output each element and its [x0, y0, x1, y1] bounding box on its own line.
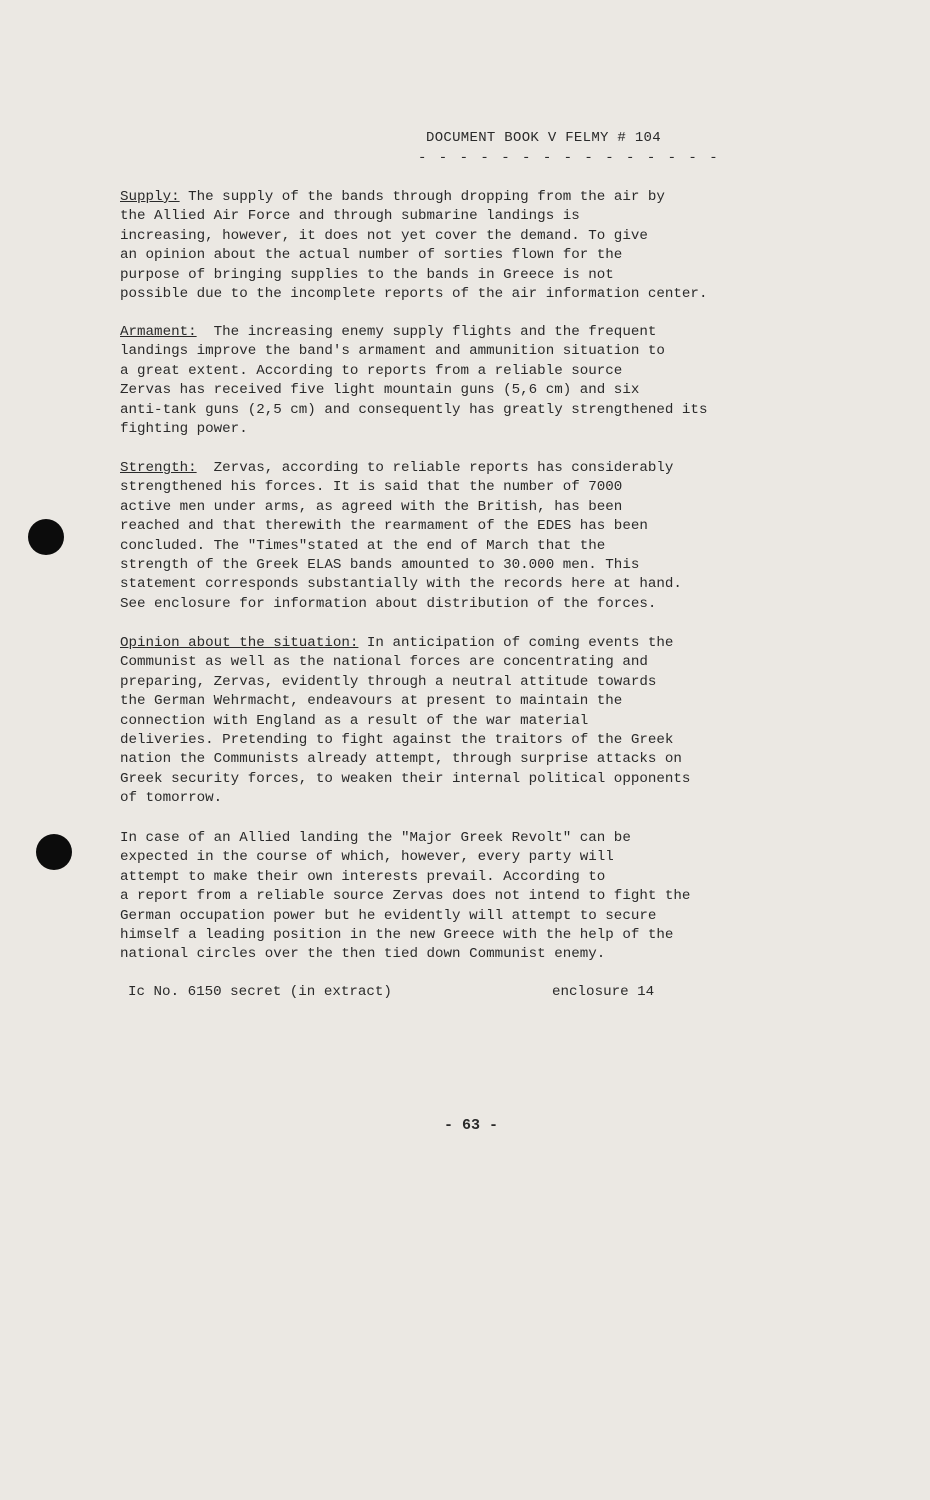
opinion-line-4: the German Wehrmacht, endeavours at present to maintain the [120, 693, 623, 710]
landing-paragraph [120, 829, 800, 965]
opinion-line-3: preparing, Zervas, evidently through a neutral attitude towards [120, 673, 657, 690]
punch-hole-lower [36, 834, 72, 870]
armament-line-1: Armament: The increasing enemy supply flights and the frequent [120, 324, 657, 340]
strength-paragraph [120, 459, 800, 614]
landing-line-2: expected in the course of which, however, every party will [120, 849, 614, 866]
armament-line-4: Zervas has received five light mountain guns (5,6 cm) and six [120, 382, 640, 399]
enclosure-label: enclosure 14 [552, 984, 655, 1000]
strength-line-8: See enclosure for information about distribution of the forces. [120, 595, 657, 612]
supply-line-4: an opinion about the actual number of sorties flown for the [120, 247, 623, 264]
opinion-line-6: deliveries. Pretending to fight against the traitors of the Greek [120, 732, 674, 749]
armament-line-2: landings improve the band's armament and ammunition situation to [120, 343, 665, 360]
strength-line-4: reached and that therewith the rearmament of the EDES has been [120, 518, 648, 535]
punch-hole-upper [28, 519, 64, 555]
armament-heading: Armament: [120, 324, 197, 340]
landing-line-5: German occupation power but he evidently will attempt to secure [120, 907, 657, 924]
header-rule: - - - - - - - - - - - - - - - [418, 150, 720, 166]
strength-line-3: active men under arms, as agreed with the British, has been [120, 498, 623, 515]
supply-line-2: the Allied Air Force and through submarine landings is [120, 208, 580, 225]
supply-line-6: possible due to the incomplete reports of the air information center. [120, 286, 708, 303]
supply-line-5: purpose of bringing supplies to the bands in Greece is not [120, 266, 614, 283]
opinion-paragraph [120, 634, 800, 809]
reference-number: Ic No. 6150 secret (in extract) [128, 984, 392, 1000]
strength-heading: Strength: [120, 460, 197, 476]
supply-line-3: increasing, however, it does not yet cover the demand. To give [120, 227, 648, 244]
strength-line-7: statement corresponds substantially with the records here at hand. [120, 576, 682, 593]
document-header: DOCUMENT BOOK V FELMY # 104 [426, 130, 661, 146]
landing-line-3: attempt to make their own interests prevail. According to [120, 868, 606, 885]
armament-line-6: fighting power. [120, 421, 248, 438]
page-number: - 63 - [444, 1117, 499, 1134]
strength-line-1: Strength: Zervas, according to reliable reports has considerably [120, 460, 674, 476]
supply-heading: Supply: [120, 189, 180, 205]
armament-line-5: anti-tank guns (2,5 cm) and consequently has greatly strengthened its [120, 401, 708, 418]
landing-line-7: national circles over the then tied down Communist enemy. [120, 946, 606, 963]
opinion-line-5: connection with England as a result of the war material [120, 712, 589, 729]
opinion-line-7: nation the Communists already attempt, through surprise attacks on [120, 751, 682, 768]
supply-line-1: Supply: The supply of the bands through dropping from the air by [120, 189, 665, 205]
strength-line-2: strengthened his forces. It is said that the number of 7000 [120, 479, 623, 496]
opinion-line-9: of tomorrow. [120, 790, 223, 807]
opinion-line-8: Greek security forces, to weaken their internal political opponents [120, 770, 691, 787]
armament-paragraph [120, 323, 800, 439]
opinion-heading: Opinion about the situation: [120, 635, 359, 651]
strength-line-6: strength of the Greek ELAS bands amounted to 30.000 men. This [120, 557, 640, 574]
landing-line-6: himself a leading position in the new Greece with the help of the [120, 927, 674, 944]
opinion-line-2: Communist as well as the national forces are concentrating and [120, 654, 648, 671]
landing-line-1: In case of an Allied landing the "Major Greek Revolt" can be [120, 830, 631, 846]
opinion-line-1: Opinion about the situation: In anticipation of coming events the [120, 635, 674, 651]
armament-line-3: a great extent. According to reports from a reliable source [120, 362, 623, 379]
strength-line-5: concluded. The "Times"stated at the end of March that the [120, 537, 606, 554]
supply-paragraph [120, 188, 800, 304]
landing-line-4: a report from a reliable source Zervas does not intend to fight the [120, 888, 691, 905]
